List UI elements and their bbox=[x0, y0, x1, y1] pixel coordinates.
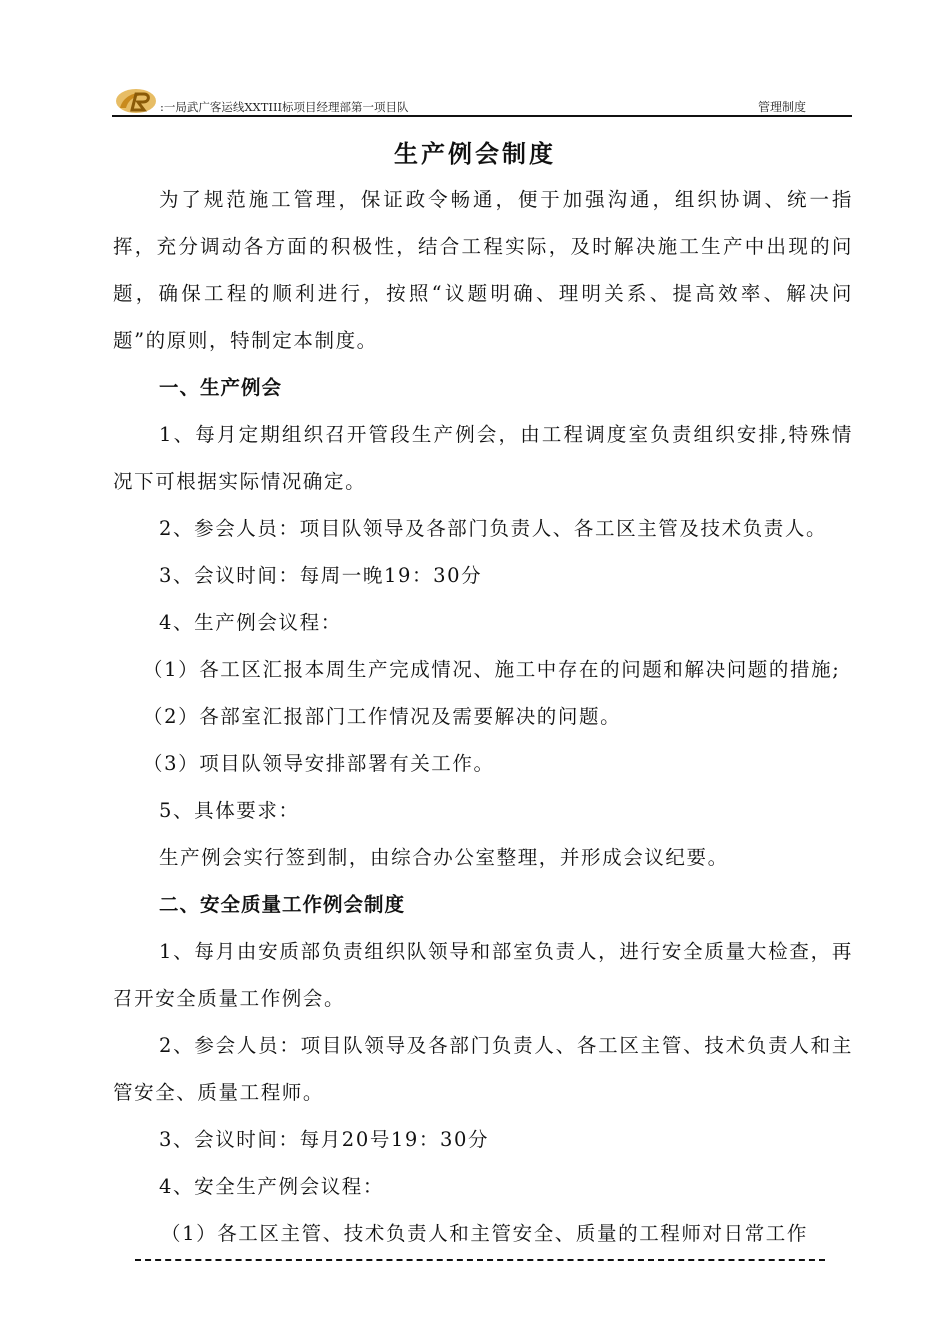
paragraph: （3）项目队领导安排部署有关工作。 bbox=[143, 752, 495, 775]
section-heading: 二、安全质量工作例会制度 bbox=[159, 893, 406, 916]
paragraph: 1、每月定期组织召开管段生产例会，由工程调度室负责组织安排,特殊情况下可根据实际情况确定。 bbox=[113, 423, 853, 493]
paragraph: 生产例会实行签到制，由综合办公室整理，并形成会议纪要。 bbox=[159, 846, 729, 869]
document-title: 生产例会制度 bbox=[394, 140, 556, 168]
paragraph: 3、会议时间：每周一晚19：30分 bbox=[159, 564, 483, 587]
header-rule bbox=[112, 115, 852, 117]
paragraph: 2、参会人员：项目队领导及各部门负责人、各工区主管、技术负责人和主管安全、质量工程师。 bbox=[113, 1034, 853, 1104]
paragraph: （2）各部室汇报部门工作情况及需要解决的问题。 bbox=[143, 705, 622, 728]
section-heading: 一、生产例会 bbox=[159, 376, 283, 399]
paragraph: 2、参会人员：项目队领导及各部门负责人、各工区主管及技术负责人。 bbox=[159, 517, 828, 540]
paragraph: 3、会议时间：每月20号19：30分 bbox=[159, 1128, 490, 1151]
footer-dashed-rule bbox=[135, 1259, 825, 1261]
header-section-label: 管理制度 bbox=[757, 100, 806, 114]
paragraph: 1、每月由安质部负责组织队领导和部室负责人，进行安全质量大检查，再召开安全质量工作例会。 bbox=[113, 940, 853, 1010]
intro-paragraph: 为了规范施工管理，保证政令畅通，便于加强沟通，组织协调、统一指挥，充分调动各方面的积极性，结合工程实际，及时解决施工生产中出现的问题，确保工程的顺利进行，按照“议题明确、理明关系、提高效率、解决问题”的原则，特制定本制度。 bbox=[113, 188, 853, 352]
paragraph: 5、具体要求： bbox=[159, 799, 300, 822]
paragraph: （1）各工区汇报本周生产完成情况、施工中存在的问题和解决问题的措施; bbox=[143, 658, 841, 681]
paragraph: （1）各工区主管、技术负责人和主管安全、质量的工程师对日常工作 bbox=[161, 1222, 809, 1245]
paragraph: 4、安全生产例会议程： bbox=[159, 1175, 385, 1198]
page-header bbox=[112, 82, 852, 120]
company-logo-icon bbox=[114, 86, 158, 116]
header-organization: :一局武广客运线XXTIII标项目经理部第一项目队 bbox=[160, 100, 409, 114]
document-body bbox=[113, 176, 853, 1257]
paragraph: 4、生产例会议程： bbox=[159, 611, 342, 634]
